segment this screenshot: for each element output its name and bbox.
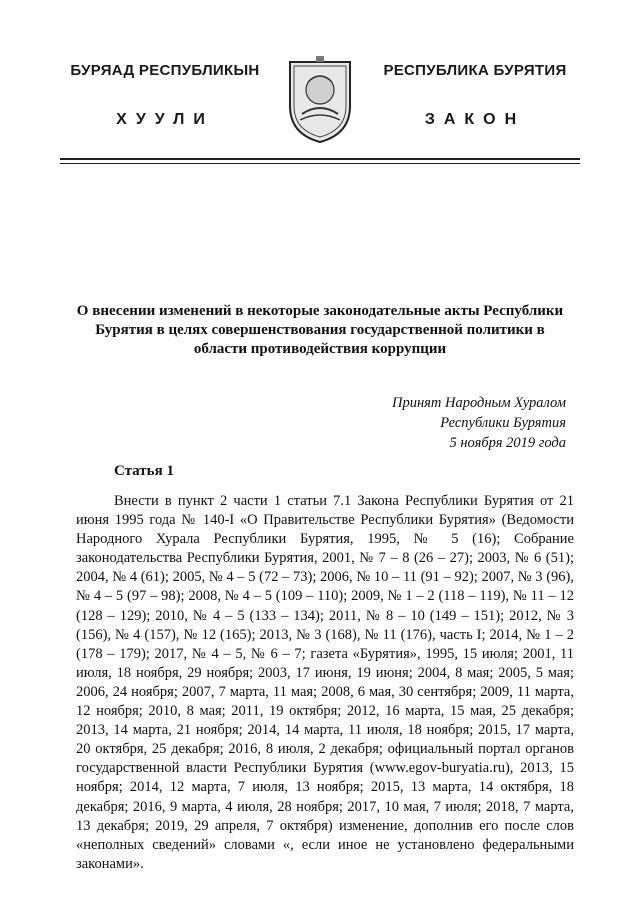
adoption-date: 5 ноября 2019 года (449, 435, 566, 451)
buryatia-coat-of-arms-icon (284, 54, 356, 146)
republic-name-russian: РЕСПУБЛИКА БУРЯТИЯ (383, 62, 567, 79)
doc-type-buryat: ХУУЛИ (116, 111, 214, 128)
adoption-note (392, 393, 566, 453)
header-right (370, 62, 580, 129)
adoption-line-2: Республики Бурятия (440, 415, 566, 431)
header-left (60, 62, 270, 129)
header-divider-thin (60, 163, 580, 164)
adoption-line-1: Принят Народным Хуралом (391, 395, 566, 411)
article-body: Внести в пункт 2 части 1 статьи 7.1 Закона Республики Бурятия от 21 июня 1995 года № 140-I «О Правительстве Республики Бурятия» (Ведомости Народного Хурала Республики Бурятия, 1995, № 5 (16); Собрание законодательства Республики Бурятия, 2001, № 7 – 8 (26 – 27); 2003, № 6 (51); 2004, № 4 (61); 2005, № 4 – 5 (72 – 73); 2006, № 10 – 11 (91 – 92); 2007, № 3 (96), № 4 – 5 (97 – 98); 2008, № 4 – 5 (109 – 110); 2009, № 1 – 2 (118 – 119), № 11 – 12 (128 – 129); 2010, № 4 – 5 (133 – 134); 2011, № 8 – 10 (149 – 151); 2012, № 3 (156), № 4 (157), № 12 (165); 2013, № 3 (168), № 11 (176), часть I; 2014, № 1 – 2 (178 – 179); 2017, № 4 – 5, № 6 – 7; газета «Бурятия», 1995, 15 июля; 2001, 11 июля, 18 ноября, 29 ноября; 2003, 17 июня, 19 июня; 2004, 8 мая; 2005, 5 мая; 2006, 24 ноября; 2007, 7 марта, 11 мая; 2008, 6 мая, 30 сентября; 2009, 11 марта, 12 ноября; 2010, 8 мая; 2011, 19 октября; 2012, 16 марта, 15 мая, 25 декабря; 2013, 14 марта, 21 ноября; 2014, 14 марта, 11 июля, 18 ноября; 2015, 17 марта, 20 октября, 25 декабря; 2016, 8 июля, 2 декабря; официальный портал органов государственной власти Республики Бурятия (www.egov-buryatia.ru), 2013, 15 ноября; 2014, 12 марта, 7 июля, 13 ноября; 2015, 13 марта, 14 октября, 18 декабря; 2016, 9 марта, 4 июля, 28 ноября; 2017, 10 мая, 7 июля; 2018, 7 марта, 13 декабря; 2019, 29 апреля, 7 октября) изменение, дополнив его после слов «неполных сведений» словами «, если иное не установлено федеральными законами». (76, 493, 574, 872)
republic-name-buryat: БУРЯАД РЕСПУБЛИКЫН (70, 62, 260, 79)
doc-type-russian: ЗАКОН (424, 111, 526, 128)
header-divider-thick (60, 158, 580, 160)
article-heading: Статья 1 (114, 463, 174, 479)
law-title: О внесении изменений в некоторые законодательные акты Республики Бурятия в целях совершенствования государственной политики в области противодействия коррупции (76, 303, 564, 357)
